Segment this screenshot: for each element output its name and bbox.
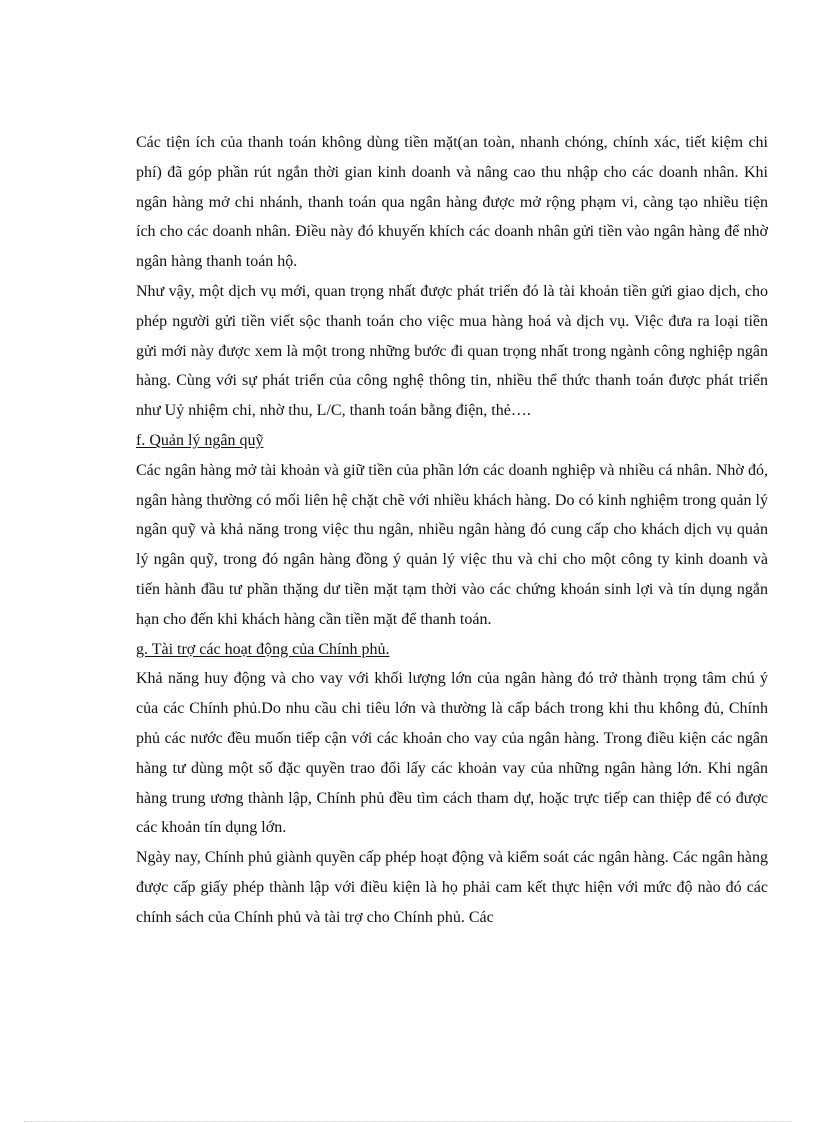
page-bottom-divider (24, 1121, 792, 1122)
paragraph-licensing: Ngày nay, Chính phủ giành quyền cấp phép hoạt động và kiểm soát các ngân hàng. Các ngân hàng được cấp giấy phép thành lập với điều kiện là họ phải cam kết thực hiện với mức độ nào đó các chính sách của Chính phủ và tài trợ cho Chính phủ. Các (136, 849, 768, 926)
section-heading-g: g. Tài trợ các hoạt động của Chính phủ. (136, 640, 390, 658)
paragraph-government-financing: Khả năng huy động và cho vay với khối lượng lớn của ngân hàng đó trở thành trọng tâm chú ý của các Chính phủ.Do nhu cầu chi tiêu lớn và thường là cấp bách trong khi thu không đủ, Chính phủ các nước đều muốn tiếp cận với các khoản cho vay của ngân hàng. Trong điều kiện các ngân hàng tư dùng một số đặc quyền trao đổi lấy các khoản vay của những ngân hàng lớn. Khi ngân hàng trung ương thành lập, Chính phủ đều tìm cách tham dự, hoặc trực tiếp can thiệp để có được các khoản tín dụng lớn. (136, 670, 768, 837)
paragraph-cashless-benefits: Các tiện ích của thanh toán không dùng tiền mặt(an toàn, nhanh chóng, chính xác, tiết kiệm chi phí) đã góp phần rút ngắn thời gian kinh doanh và nâng cao thu nhập cho các doanh nhân. Khi ngân hàng mở chi nhánh, thanh toán qua ngân hàng được mở rộng phạm vi, càng tạo nhiều tiện ích cho các doanh nhân. Điều này đó khuyến khích các doanh nhân gửi tiền vào ngân hàng để nhờ ngân hàng thanh toán hộ. (136, 134, 768, 271)
paragraph-cash-management: Các ngân hàng mở tài khoản và giữ tiền của phần lớn các doanh nghiệp và nhiều cá nhân. Nhờ đó, ngân hàng thường có mối liên hệ chặt chẽ với nhiều khách hàng. Do có kinh nghiệm trong quản lý ngân quỹ và khả năng trong việc thu ngân, nhiều ngân hàng đó cung cấp cho khách dịch vụ quản lý ngân quỹ, trong đó ngân hàng đồng ý quản lý việc thu và chi cho một công ty kinh doanh và tiến hành đầu tư phần thặng dư tiền mặt tạm thời vào các chứng khoán sinh lợi và tín dụng ngắn hạn cho đến khi khách hàng cần tiền mặt để thanh toán. (136, 461, 768, 628)
document-page (136, 128, 768, 933)
paragraph-transaction-deposits: Như vậy, một dịch vụ mới, quan trọng nhất được phát triển đó là tài khoản tiền gửi giao dịch, cho phép người gửi tiền viết sộc thanh toán cho việc mua hàng hoá và dịch vụ. Việc đưa ra loại tiền gửi mới này được xem là một trong những bước đi quan trọng nhất trong ngành công nghiệp ngân hàng. Cùng với sự phát triển của công nghệ thông tin, nhiều thể thức thanh toán được phát triển như Uỷ nhiệm chi, nhờ thu, L/C, thanh toán bằng điện, thẻ…. (136, 282, 768, 420)
section-heading-f: f. Quản lý ngân quỹ (136, 431, 264, 449)
